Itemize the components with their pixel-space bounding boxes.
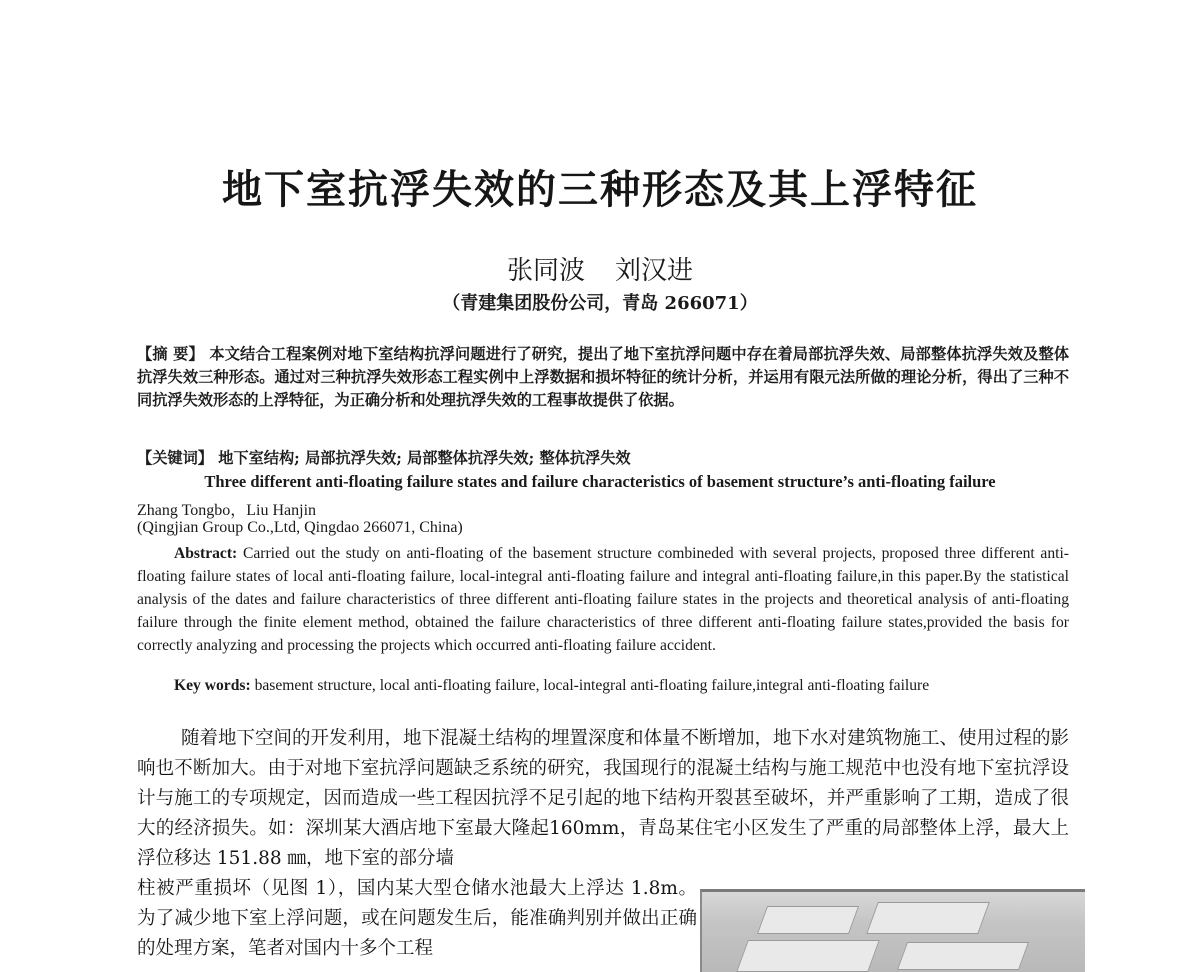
english-abstract-label: Abstract: xyxy=(174,545,238,562)
affiliation: （青建集团股份公司，青岛 266071） xyxy=(442,293,758,314)
chinese-keywords-text: 地下室结构; 局部抗浮失效; 局部整体抗浮失效; 整体抗浮失效 xyxy=(218,449,631,467)
chinese-abstract-label: 【摘 要】 xyxy=(137,345,204,363)
figure-1-image xyxy=(700,889,1085,972)
author-list xyxy=(0,250,1200,287)
english-affiliation: (Qingjian Group Co.,Ltd, Qingdao 266071, China) xyxy=(137,519,463,536)
author-name: 刘汉进 xyxy=(615,256,694,286)
english-authors: Zhang Tongbo，Liu Hanjin xyxy=(137,502,317,519)
body-paragraph-text: 随着地下空间的开发利用，地下混凝土结构的埋置深度和体量不断增加，地下水对建筑物施工、使用过程的影响也不断加大。由于对地下室抗浮问题缺乏系统的研究，我国现行的混凝土结构与施工规范中也没有地下室抗浮设计与施工的专项规定，因而造成一些工程因抗浮不足引起的地下结构开裂甚至破坏，并严重影响了工期，造成了很大的经济损失。如：深圳某大酒店地下室最大隆起160mm，青岛某住宅小区发生了严重的局部整体上浮，最大上浮位移达 151.88 ㎜，地下室的部分墙 xyxy=(137,728,1070,869)
english-keywords xyxy=(174,677,1074,695)
author-name: 张同波 xyxy=(506,256,585,286)
paper-title: 地下室抗浮失效的三种形态及其上浮特征 xyxy=(222,167,978,213)
english-keywords-text: basement structure, local anti-floating failure, local-integral anti-floating failure,integral anti-floating failure xyxy=(254,677,930,694)
english-abstract xyxy=(137,542,1069,657)
chinese-abstract-text: 本文结合工程案例对地下室结构抗浮问题进行了研究，提出了地下室抗浮问题中存在着局部抗浮失效、局部整体抗浮失效及整体抗浮失效三种形态。通过对三种抗浮失效形态工程实例中上浮数据和损坏特征的统计分析，并运用有限元法所做的理论分析，得出了三种不同抗浮失效形态的上浮特征，为正确分析和处理抗浮失效的工程事故提供了依据。 xyxy=(137,345,1070,409)
chinese-keywords-label: 【关键词】 xyxy=(137,449,213,467)
english-keywords-label: Key words: xyxy=(174,677,251,694)
body-paragraph-continued: 柱被严重损坏（见图 1），国内某大型仓储水池最大上浮达 1.8m。为了减少地下室上浮问题，或在问题发生后，能准确判别并做出正确的处理方案，笔者对国内十多个工程 xyxy=(137,878,697,959)
body-paragraph xyxy=(137,724,1069,874)
chinese-abstract xyxy=(137,343,1069,412)
english-title: Three different anti-floating failure states and failure characteristics of basement structure’s anti-floating failure xyxy=(204,472,996,491)
english-abstract-text: Carried out the study on anti-floating of the basement structure combineded with several projects, proposed three different anti-floating failure states of local anti-floating failure, local-integral anti-floating failure and integral anti-floating failure,in this paper.By the statistical analysis of the dates and failure characteristics of three different anti-floating failure states in the projects and theoretical analysis of anti-floating failure through the finite element method, obtained the failure characteristics of three different anti-floating failure states,provided the basis for correctly analyzing and processing the projects which occurred anti-floating failure accident. xyxy=(137,545,1070,654)
chinese-keywords xyxy=(137,447,1069,470)
